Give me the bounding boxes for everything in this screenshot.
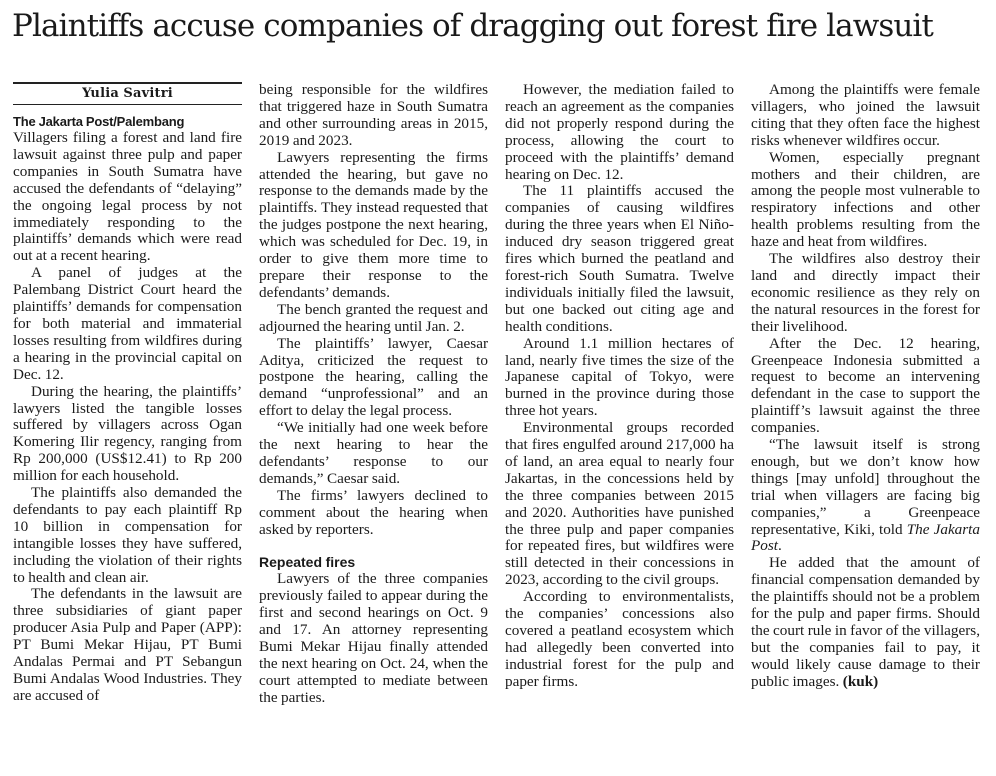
dateline: The Jakarta Post/Palembang bbox=[13, 114, 185, 129]
byline: Yulia Savitri bbox=[82, 86, 173, 101]
paragraph: The bench granted the request and adjourned the hearing until Jan. 2. bbox=[259, 300, 488, 335]
paragraph bbox=[751, 555, 980, 690]
paragraph: The 11 plaintiffs accused the companies of causing wildfires during the three years when El Niño-induced dry season triggered great fires which burned the peatland and forest-rich South Sumatra. Twelve individuals initially filed the lawsuit, but one backed out citing age and health conditions. bbox=[505, 182, 734, 335]
paragraph: Villagers filing a forest and land fire lawsuit against three pulp and paper companies in South Sumatra have accused the defendants of “delaying” the ongoing legal process by not immediately responding to the plaintiffs’ demands which were read out at a recent hearing. bbox=[13, 129, 242, 265]
paragraph: However, the mediation failed to reach an agreement as the companies did not properly respond during the process, allowing the court to proceed with the plaintiffs’ demand hearing on Dec. 12. bbox=[505, 81, 734, 183]
paragraph: After the Dec. 12 hearing, Greenpeace Indonesia submitted a request to become an intervening defendant in the case to support the plaintiff’s lawsuit against the three companies. bbox=[751, 334, 980, 437]
paragraph: Lawyers representing the firms attended the hearing, but gave no response to the demands made by the plaintiffs. They instead requested that the judges postpone the next hearing, which was scheduled for Dec. 19, in order to give them more time to prepare their response to the defendants’ demands. bbox=[259, 148, 488, 301]
paragraph: Among the plaintiffs were female villagers, who joined the lawsuit citing that they often face the highest risks whenever wildfires occur. bbox=[751, 81, 980, 149]
paragraph: “We initially had one week before the next hearing to hear the defendants’ response to our demands,” Caesar said. bbox=[259, 419, 488, 487]
publication-name: The Jakarta Post bbox=[751, 520, 980, 555]
signoff: (kuk) bbox=[842, 672, 879, 690]
paragraph: The plaintiffs also demanded the defendants to pay each plaintiff Rp 10 billion in compensation for intangible losses they have suffered, including the violation of their rights to health and clean air. bbox=[13, 484, 242, 586]
column-3 bbox=[505, 82, 734, 691]
paragraph bbox=[751, 437, 980, 555]
paragraph: Lawyers of the three companies previously failed to appear during the first and second hearings on Oct. 9 and 17. An attorney representing Bumi Mekar Hijau finally attended the next hearing on Oct. 24, when the court attempted to mediate between the parties. bbox=[259, 570, 488, 706]
quote-text: “The lawsuit itself is strong enough, but we don’t know how things [may unfold] throughout the trial when villagers are facing big companies,” a Greenpeace representative, Kiki, told bbox=[751, 436, 980, 538]
headline: Plaintiffs accuse companies of dragging out forest fire lawsuit bbox=[12, 8, 933, 44]
paragraph: During the hearing, the plaintiffs’ lawyers listed the tangible losses suffered by villagers across Ogan Komering Ilir regency, ranging from Rp 200,000 (US$12.41) to Rp 200 million for each household. bbox=[13, 382, 242, 485]
paragraph: According to environmentalists, the companies’ concessions also covered a peatland ecosystem which had allegedly been converted into industrial forest for the pulp and paper firms. bbox=[505, 588, 734, 690]
byline-box bbox=[13, 82, 242, 105]
paragraph: The plaintiffs’ lawyer, Caesar Aditya, criticized the request to postpone the hearing, calling the demand “unprofessional” and an effort to delay the legal process. bbox=[259, 334, 488, 420]
paragraph: Women, especially pregnant mothers and their children, are among the people most vulnerable to respiratory infections and other health problems resulting from the haze and heat from wildfires. bbox=[751, 148, 980, 251]
paragraph: The wildfires also destroy their land and directly impact their economic resilience as they rely on the natural resources in the forest for their livelihood. bbox=[751, 250, 980, 335]
paragraph: Environmental groups recorded that fires engulfed around 217,000 ha of land, an area equal to nearly four Jakartas, in the concessions held by the three companies between 2015 and 2020. Authorities have punished the three pulp and paper companies for repeated fires, but wildfires were still detected in their concessions in 2023, according to the civil groups. bbox=[505, 419, 734, 589]
paragraph: The firms’ lawyers declined to comment about the hearing when asked by reporters. bbox=[259, 486, 488, 538]
column-4 bbox=[751, 82, 980, 691]
closing-text: He added that the amount of financial compensation demanded by the plaintiffs should not be a problem for the pulp and paper firms. Should the court rule in favor of the villagers, but the companies fail to pay, it would likely cause damage to their public images. bbox=[751, 554, 981, 690]
column-1 bbox=[13, 82, 242, 705]
paragraph: Around 1.1 million hectares of land, nearly five times the size of the Japanese capital of Tokyo, were burned in the province during those three hot years. bbox=[505, 334, 734, 420]
column-2 bbox=[259, 82, 488, 707]
paragraph: being responsible for the wildfires that triggered haze in South Sumatra and other surrounding areas in 2015, 2019 and 2023. bbox=[259, 81, 488, 149]
subhead: Repeated fires bbox=[259, 554, 356, 571]
punctuation: . bbox=[778, 537, 782, 555]
paragraph: The defendants in the lawsuit are three subsidiaries of giant paper producer Asia Pulp and Paper (APP): PT Bumi Mekar Hijau, PT Bumi Andalas Permai and PT Sebangun Bumi Andalas Wood Industries. They are accused of bbox=[13, 585, 242, 704]
paragraph: A panel of judges at the Palembang District Court heard the plaintiffs’ demands for compensation for both material and immaterial losses resulting from wildfires during a hearing in the provincial capital on Dec. 12. bbox=[13, 264, 242, 383]
